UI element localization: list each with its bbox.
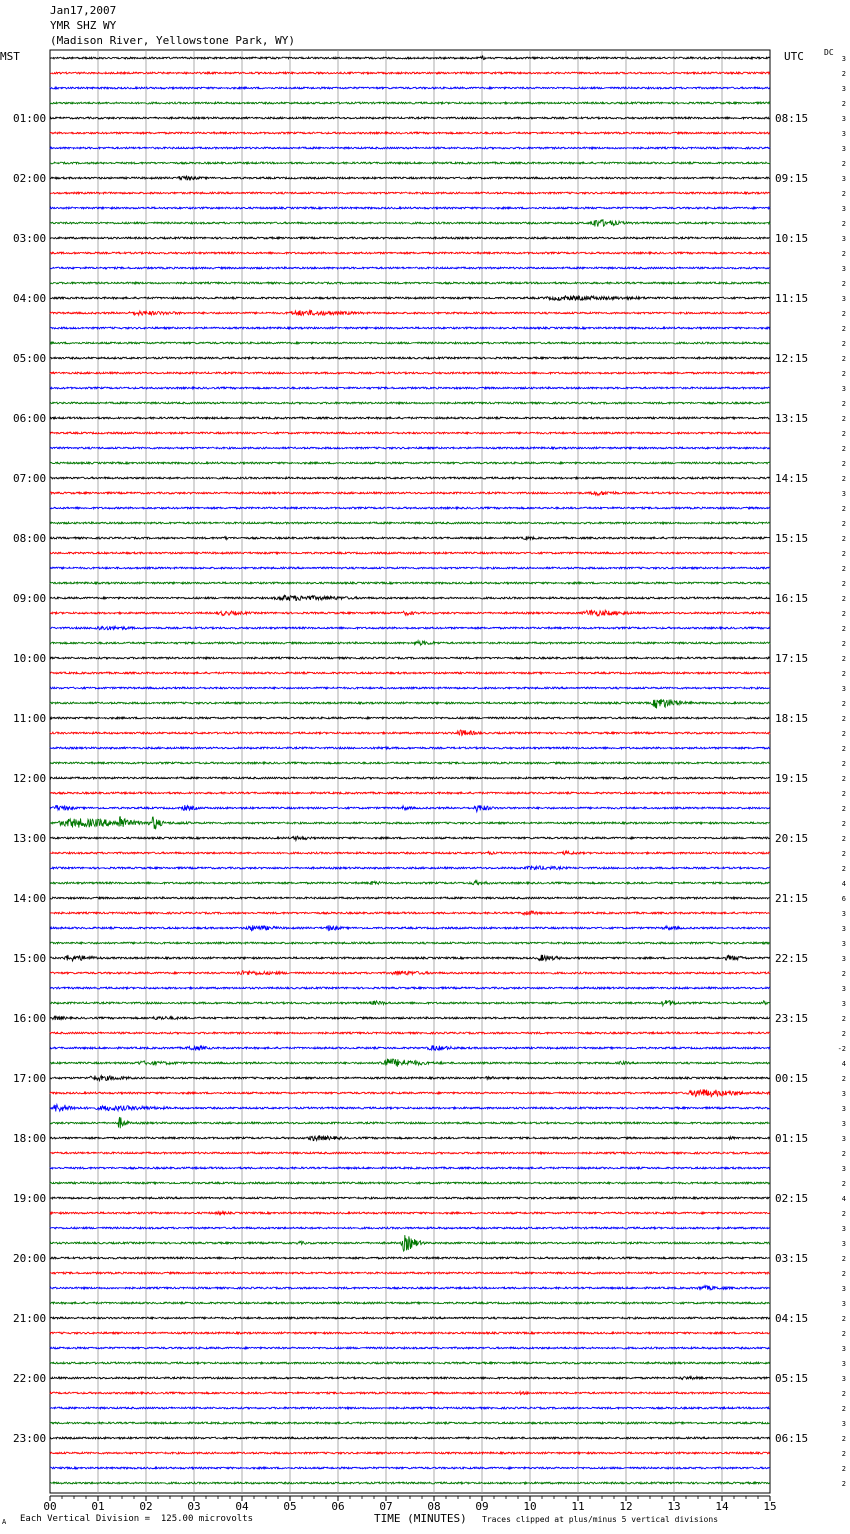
mst-label: 21:00 — [13, 1312, 47, 1325]
mst-label: 03:00 — [13, 232, 47, 245]
trace-row-27 — [50, 462, 770, 464]
x-tick-label: 09 — [475, 1500, 489, 1513]
dc-value: 2 — [841, 1210, 846, 1218]
dc-value: 3 — [841, 205, 846, 213]
x-tick-label: 05 — [283, 1500, 297, 1513]
header-location: (Madison River, Yellowstone Park, WY) — [50, 34, 296, 47]
dc-value: 2 — [841, 550, 846, 558]
dc-value: 2 — [841, 1330, 846, 1338]
dc-value: 2 — [841, 820, 846, 828]
right-zone-label: UTC — [784, 50, 804, 63]
dc-value: 2 — [841, 160, 846, 168]
trace-row-12 — [50, 237, 770, 239]
trace-row-36 — [50, 595, 770, 600]
dc-value: 3 — [841, 1360, 846, 1368]
dc-value: 2 — [841, 370, 846, 378]
mst-label: 06:00 — [13, 412, 47, 425]
x-tick-label: 08 — [427, 1500, 441, 1513]
dc-value: 3 — [841, 175, 846, 183]
dc-value: 3 — [841, 115, 846, 123]
dc-value: 2 — [841, 625, 846, 633]
mst-label: 01:00 — [13, 112, 47, 125]
mst-label: 10:00 — [13, 652, 47, 665]
dc-value: 3 — [841, 1000, 846, 1008]
trace-row-31 — [50, 522, 770, 524]
trace-row-88 — [50, 1377, 770, 1380]
utc-label: 14:15 — [775, 472, 809, 485]
dc-value: 4 — [841, 1060, 846, 1068]
trace-row-56 — [50, 897, 770, 899]
x-tick-label: 01 — [91, 1500, 105, 1513]
dc-value: 2 — [841, 460, 846, 468]
trace-row-84 — [50, 1317, 770, 1319]
trace-row-1 — [50, 72, 770, 74]
left-zone-label: MST — [0, 50, 20, 63]
dc-value: 3 — [841, 1105, 846, 1113]
trace-row-63 — [50, 1000, 770, 1005]
dc-value: 2 — [841, 190, 846, 198]
utc-label: 09:15 — [775, 172, 809, 185]
trace-row-46 — [50, 747, 770, 749]
header-station: YMR SHZ WY — [50, 19, 117, 32]
trace-row-10 — [50, 207, 770, 209]
dc-value: 2 — [841, 1405, 846, 1413]
trace-row-75 — [50, 1182, 770, 1184]
mst-label: 02:00 — [13, 172, 47, 185]
dc-value: 2 — [841, 1435, 846, 1443]
trace-row-35 — [50, 582, 770, 584]
x-tick-label: 00 — [43, 1500, 57, 1513]
trace-row-71 — [50, 1117, 770, 1128]
trace-row-79 — [50, 1235, 770, 1251]
trace-row-40 — [50, 657, 770, 659]
dc-value: 3 — [841, 1135, 846, 1143]
x-tick-label: 02 — [139, 1500, 153, 1513]
dc-value: 3 — [841, 490, 846, 498]
dc-value: 3 — [841, 145, 846, 153]
utc-label: 16:15 — [775, 592, 809, 605]
trace-row-67 — [50, 1059, 770, 1067]
dc-value: -2 — [837, 1045, 846, 1053]
x-tick-label: 13 — [667, 1500, 681, 1513]
trace-row-13 — [50, 252, 770, 254]
dc-value: 3 — [841, 130, 846, 138]
dc-value: 2 — [841, 565, 846, 573]
dc-value: 3 — [841, 295, 846, 303]
utc-label: 03:15 — [775, 1252, 809, 1265]
trace-row-87 — [50, 1362, 770, 1364]
dc-value: 3 — [841, 1345, 846, 1353]
mst-label: 14:00 — [13, 892, 47, 905]
dc-value: 3 — [841, 1090, 846, 1098]
x-tick-label: 07 — [379, 1500, 393, 1513]
dc-value: 4 — [841, 880, 846, 888]
trace-row-0 — [50, 55, 770, 59]
trace-row-48 — [50, 777, 770, 779]
trace-row-77 — [50, 1212, 770, 1215]
mst-label: 23:00 — [13, 1432, 47, 1445]
trace-row-83 — [50, 1302, 770, 1304]
trace-row-4 — [50, 117, 770, 119]
trace-row-59 — [50, 942, 770, 944]
utc-label: 19:15 — [775, 772, 809, 785]
trace-row-73 — [50, 1152, 770, 1154]
dc-value: 2 — [841, 655, 846, 663]
dc-value: 2 — [841, 220, 846, 228]
dc-value: 2 — [841, 535, 846, 543]
trace-row-52 — [50, 836, 770, 840]
dc-value: 3 — [841, 265, 846, 273]
trace-row-9 — [50, 192, 770, 194]
dc-value: 3 — [841, 55, 846, 63]
dc-value: 3 — [841, 1240, 846, 1248]
dc-value: 2 — [841, 445, 846, 453]
trace-row-93 — [50, 1452, 770, 1454]
trace-row-89 — [50, 1391, 770, 1394]
utc-label: 20:15 — [775, 832, 809, 845]
trace-row-14 — [50, 267, 770, 269]
dc-value: 2 — [841, 1255, 846, 1263]
dc-value: 2 — [841, 1075, 846, 1083]
dc-value: 2 — [841, 325, 846, 333]
trace-row-34 — [50, 567, 770, 569]
dc-value: 2 — [841, 1180, 846, 1188]
utc-label: 13:15 — [775, 412, 809, 425]
mst-label: 18:00 — [13, 1132, 47, 1145]
dc-value: 3 — [841, 955, 846, 963]
trace-row-2 — [50, 87, 770, 89]
dc-offset-labels — [838, 55, 846, 1488]
trace-row-7 — [50, 162, 770, 164]
mst-label: 16:00 — [13, 1012, 47, 1025]
utc-label: 08:15 — [775, 112, 809, 125]
trace-row-22 — [50, 387, 770, 389]
trace-row-17 — [50, 310, 770, 315]
dc-value: 2 — [841, 580, 846, 588]
header-date: Jan17,2007 — [50, 4, 117, 17]
x-tick-label: 06 — [331, 1500, 345, 1513]
dc-value: 2 — [841, 475, 846, 483]
dc-value: 3 — [841, 1375, 846, 1383]
dc-value: 2 — [841, 355, 846, 363]
trace-row-42 — [50, 687, 770, 689]
utc-label: 04:15 — [775, 1312, 809, 1325]
trace-row-20 — [50, 357, 770, 359]
mst-label: 19:00 — [13, 1192, 47, 1205]
dc-value: 2 — [841, 1270, 846, 1278]
trace-row-61 — [50, 971, 770, 976]
x-tick-label: 12 — [619, 1500, 633, 1513]
dc-value: 3 — [841, 1285, 846, 1293]
mst-label: 09:00 — [13, 592, 47, 605]
trace-row-70 — [50, 1105, 770, 1112]
trace-row-65 — [50, 1032, 770, 1034]
dc-value: 2 — [841, 835, 846, 843]
minute-grid — [50, 50, 770, 1493]
trace-row-69 — [50, 1089, 770, 1096]
seismic-traces — [50, 55, 770, 1483]
mst-label: 08:00 — [13, 532, 47, 545]
dc-value: 3 — [841, 85, 846, 93]
dc-value: 2 — [841, 670, 846, 678]
dc-value: 2 — [841, 1450, 846, 1458]
scale-note: Each Vertical Division = 125.00 microvolts — [20, 1514, 253, 1524]
utc-label: 10:15 — [775, 232, 809, 245]
dc-value: 2 — [841, 400, 846, 408]
dc-value: 2 — [841, 415, 846, 423]
utc-label: 05:15 — [775, 1372, 809, 1385]
mst-label: 13:00 — [13, 832, 47, 845]
corner-mark: A — [2, 1518, 7, 1526]
trace-row-15 — [50, 282, 770, 284]
trace-row-76 — [50, 1197, 770, 1199]
trace-row-90 — [50, 1407, 770, 1409]
dc-value: 2 — [841, 595, 846, 603]
utc-label: 17:15 — [775, 652, 809, 665]
x-axis-title: TIME (MINUTES) — [374, 1512, 467, 1525]
dc-value: 2 — [841, 790, 846, 798]
trace-row-92 — [50, 1437, 770, 1439]
trace-row-3 — [50, 102, 770, 104]
dc-value: 2 — [841, 1030, 846, 1038]
mst-label: 04:00 — [13, 292, 47, 305]
dc-value: 2 — [841, 520, 846, 528]
dc-value: 2 — [841, 865, 846, 873]
trace-row-62 — [50, 987, 770, 989]
dc-value: 2 — [841, 310, 846, 318]
trace-row-72 — [50, 1135, 770, 1140]
dc-value: 2 — [841, 850, 846, 858]
mst-label: 12:00 — [13, 772, 47, 785]
dc-value: 2 — [841, 70, 846, 78]
mst-label: 05:00 — [13, 352, 47, 365]
x-tick-label: 03 — [187, 1500, 201, 1513]
x-tick-label: 11 — [571, 1500, 585, 1513]
dc-value: 3 — [841, 910, 846, 918]
trace-row-68 — [50, 1076, 770, 1081]
trace-row-23 — [50, 402, 770, 404]
utc-label: 22:15 — [775, 952, 809, 965]
dc-value: 2 — [841, 1015, 846, 1023]
trace-row-94 — [50, 1467, 770, 1469]
trace-row-33 — [50, 552, 770, 554]
mst-hour-labels — [13, 112, 46, 1445]
dc-value: 2 — [841, 715, 846, 723]
x-tick-label: 10 — [523, 1500, 537, 1513]
trace-row-86 — [50, 1347, 770, 1349]
utc-label: 15:15 — [775, 532, 809, 545]
trace-row-8 — [50, 176, 770, 180]
trace-row-85 — [50, 1332, 770, 1334]
mst-label: 17:00 — [13, 1072, 47, 1085]
trace-row-11 — [50, 220, 770, 227]
dc-value: 3 — [841, 985, 846, 993]
trace-row-55 — [50, 881, 770, 885]
trace-row-64 — [50, 1016, 770, 1020]
trace-row-41 — [50, 672, 770, 674]
clip-note: Traces clipped at plus/minus 5 vertical divisions — [482, 1515, 719, 1524]
utc-label: 21:15 — [775, 892, 809, 905]
dc-value: 2 — [841, 1150, 846, 1158]
dc-value: 2 — [841, 1315, 846, 1323]
trace-row-95 — [50, 1482, 770, 1484]
plot-frame — [50, 50, 770, 1493]
dc-value: 2 — [841, 805, 846, 813]
dc-value: 3 — [841, 1225, 846, 1233]
utc-label: 12:15 — [775, 352, 809, 365]
trace-row-43 — [50, 699, 770, 708]
x-tick-label: 04 — [235, 1500, 249, 1513]
utc-label: 06:15 — [775, 1432, 809, 1445]
trace-row-66 — [50, 1045, 770, 1050]
dc-label: DC — [824, 48, 834, 57]
trace-row-78 — [50, 1227, 770, 1229]
dc-value: 2 — [841, 250, 846, 258]
trace-row-26 — [50, 447, 770, 449]
dc-value: 3 — [841, 940, 846, 948]
dc-value: 3 — [841, 235, 846, 243]
trace-row-28 — [50, 477, 770, 479]
trace-row-51 — [50, 817, 770, 829]
dc-value: 3 — [841, 1120, 846, 1128]
trace-row-81 — [50, 1272, 770, 1274]
dc-value: 2 — [841, 1390, 846, 1398]
dc-value: 2 — [841, 280, 846, 288]
trace-row-29 — [50, 491, 770, 495]
trace-row-38 — [50, 626, 770, 630]
trace-row-54 — [50, 866, 770, 870]
trace-row-44 — [50, 717, 770, 719]
dc-value: 3 — [841, 1165, 846, 1173]
dc-value: 2 — [841, 760, 846, 768]
dc-value: 2 — [841, 1465, 846, 1473]
trace-row-32 — [50, 536, 770, 539]
dc-value: 2 — [841, 610, 846, 618]
trace-row-16 — [50, 296, 770, 301]
trace-row-30 — [50, 507, 770, 509]
trace-row-57 — [50, 911, 770, 915]
x-axis — [43, 1496, 776, 1513]
utc-label: 00:15 — [775, 1072, 809, 1085]
dc-value: 2 — [841, 640, 846, 648]
trace-row-45 — [50, 730, 770, 736]
dc-value: 2 — [841, 1480, 846, 1488]
dc-value: 2 — [841, 970, 846, 978]
dc-value: 2 — [841, 430, 846, 438]
dc-value: 3 — [841, 925, 846, 933]
trace-row-39 — [50, 641, 770, 645]
trace-row-91 — [50, 1422, 770, 1424]
utc-label: 11:15 — [775, 292, 809, 305]
dc-value: 2 — [841, 745, 846, 753]
trace-row-37 — [50, 610, 770, 616]
trace-row-25 — [50, 432, 770, 434]
mst-label: 22:00 — [13, 1372, 47, 1385]
trace-row-18 — [50, 327, 770, 329]
dc-value: 2 — [841, 730, 846, 738]
trace-row-80 — [50, 1257, 770, 1259]
trace-row-58 — [50, 925, 770, 930]
trace-row-19 — [50, 342, 770, 344]
trace-row-50 — [50, 805, 770, 812]
x-tick-label: 15 — [763, 1500, 777, 1513]
utc-label: 01:15 — [775, 1132, 809, 1145]
trace-row-21 — [50, 372, 770, 374]
x-tick-label: 14 — [715, 1500, 729, 1513]
dc-value: 3 — [841, 385, 846, 393]
dc-value: 3 — [841, 1420, 846, 1428]
trace-row-49 — [50, 792, 770, 794]
utc-label: 02:15 — [775, 1192, 809, 1205]
dc-value: 2 — [841, 700, 846, 708]
trace-row-60 — [50, 955, 770, 961]
utc-label: 23:15 — [775, 1012, 809, 1025]
mst-label: 07:00 — [13, 472, 47, 485]
utc-label: 18:15 — [775, 712, 809, 725]
trace-row-82 — [50, 1286, 770, 1290]
trace-row-74 — [50, 1167, 770, 1169]
trace-row-53 — [50, 851, 770, 855]
trace-row-24 — [50, 417, 770, 419]
dc-value: 2 — [841, 775, 846, 783]
mst-label: 20:00 — [13, 1252, 47, 1265]
mst-label: 15:00 — [13, 952, 47, 965]
dc-value: 2 — [841, 340, 846, 348]
dc-value: 3 — [841, 685, 846, 693]
utc-hour-labels — [775, 112, 808, 1445]
dc-value: 3 — [841, 1300, 846, 1308]
dc-value: 4 — [841, 1195, 846, 1203]
trace-row-47 — [50, 762, 770, 764]
dc-value: 6 — [841, 895, 846, 903]
dc-value: 2 — [841, 100, 846, 108]
mst-label: 11:00 — [13, 712, 47, 725]
trace-row-5 — [50, 132, 770, 134]
dc-value: 2 — [841, 505, 846, 513]
trace-row-6 — [50, 147, 770, 149]
